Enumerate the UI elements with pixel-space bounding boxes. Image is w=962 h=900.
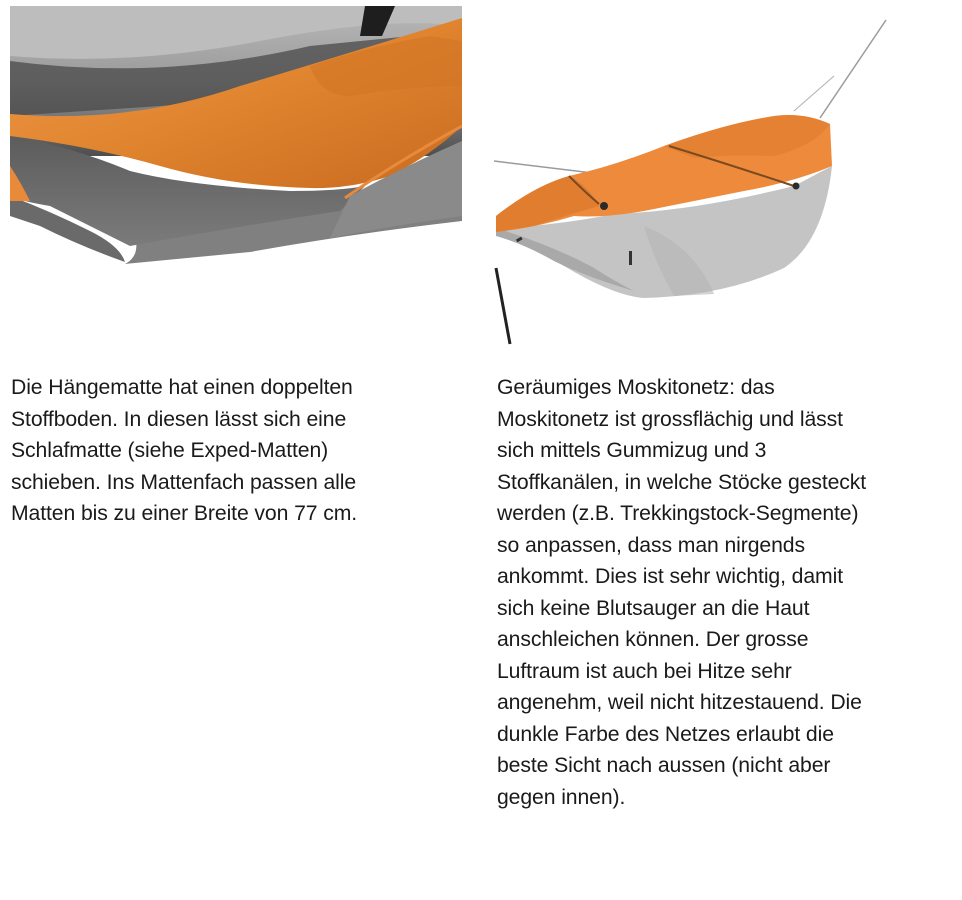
hammock-floor-illustration (10, 6, 462, 346)
caption-line: Die Hängematte hat einen doppelten (11, 376, 353, 399)
caption-line: beste Sicht nach aussen (nicht aber (497, 754, 831, 777)
caption-line: angenehm, weil nicht hitzestauend. Die (497, 691, 862, 714)
caption-line: schieben. Ins Mattenfach passen alle (11, 470, 357, 494)
caption-line: Stoffboden. In diesen lässt sich eine (11, 407, 347, 431)
caption-line: Matten bis zu einer Breite von 77 cm. (11, 502, 358, 525)
caption-line: gegen innen). (497, 785, 626, 809)
caption-line: Geräumiges Moskitonetz: das (497, 376, 775, 399)
caption-line: sich mittels Gummizug und 3 (497, 439, 767, 462)
caption-line: ankommt. Dies ist sehr wichtig, damit (497, 565, 843, 588)
hammock-floor-photo (10, 6, 462, 346)
caption-line: sich keine Blutsauger an die Haut (497, 596, 810, 620)
caption-line: so anpassen, dass man nirgends (497, 533, 805, 557)
caption-line: werden (z.B. Trekkingstock-Segmente) (497, 502, 859, 525)
caption-double-floor (11, 372, 357, 530)
hammock-mosquito-net-illustration (494, 6, 956, 346)
caption-line: Schlafmatte (siehe Exped-Matten) (11, 439, 329, 462)
caption-line: Moskitonetz ist grossflächig und lässt (497, 407, 843, 431)
caption-line: Stoffkanälen, in welche Stöcke gesteckt (497, 470, 867, 494)
caption-line: dunkle Farbe des Netzes erlaubt die (497, 722, 834, 746)
hammock-mosquito-net-photo (494, 6, 956, 346)
caption-mosquito-net (497, 372, 866, 813)
caption-line: anschleichen können. Der grosse (497, 628, 809, 651)
caption-line: Luftraum ist auch bei Hitze sehr (497, 659, 792, 683)
